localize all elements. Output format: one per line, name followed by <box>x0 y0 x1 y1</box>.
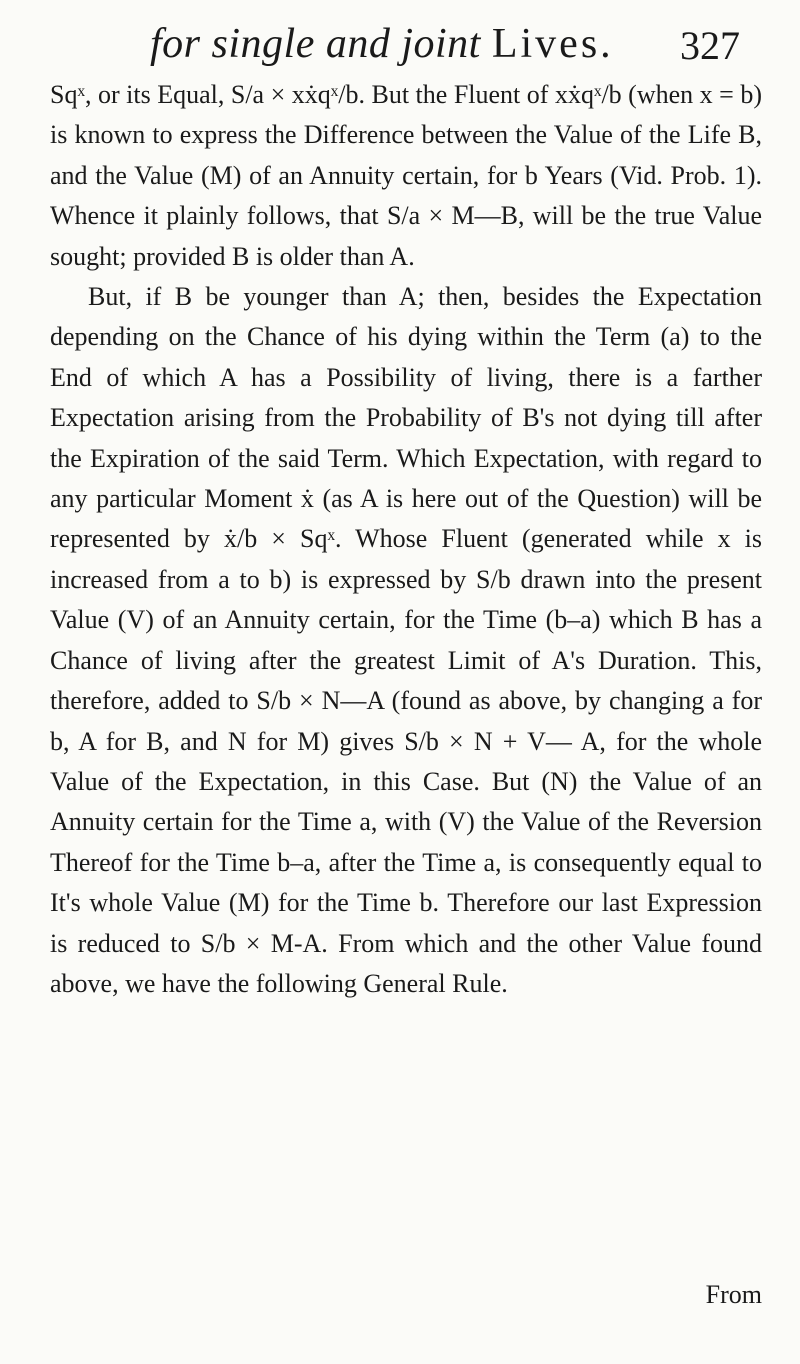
running-title-italic: for single and joint <box>150 21 481 67</box>
catchword: From <box>705 1280 762 1309</box>
running-title-caps: Lives. <box>491 21 614 67</box>
paragraph-1: Sqˣ, or its Equal, S/a × xẋqˣ/b. But the Fluent of xẋqˣ/b (when x = b) is known to express the Difference between the Value of the Life B, and the Value (M) of an Annuity certain, for b Years (Vid. Prob. 1). Whence it plainly follows, that S/a × M—B, will be the true Value sought; provided B is older than A. <box>50 80 762 271</box>
body-text <box>50 75 762 1004</box>
running-title <box>150 20 614 68</box>
page-header <box>150 14 740 74</box>
paragraph-2: But, if B be younger than A; then, besides the Expectation depending on the Chance of his dying within the Term (a) to the End of which A has a Possibility of living, there is a farther Expectation arising from the Probability of B's not dying till after the Expiration of the said Term. Which Expectation, with regard to any particular Moment ẋ (as A is here out of the Question) will be represented by ẋ/b × Sqˣ. Whose Fluent (generated while x is increased from a to b) is expressed by S/b drawn into the present Value (V) of an Annuity certain, for the Time (b–a) which B has a Chance of living after the greatest Limit of A's Duration. This, therefore, added to S/b × N—A (found as above, by changing a for b, A for B, and N for M) gives S/b × N + V— A, for the whole Value of the Expectation, in this Case. But (N) the Value of an Annuity certain for the Time a, with (V) the Value of the Reversion Thereof for the Time b–a, after the Time a, is consequently equal to It's whole Value (M) for the Time b. Therefore our last Expression is reduced to S/b × M-A. From which and the other Value found above, we have the following General Rule. <box>50 282 762 998</box>
page-number: 327 <box>680 23 740 68</box>
